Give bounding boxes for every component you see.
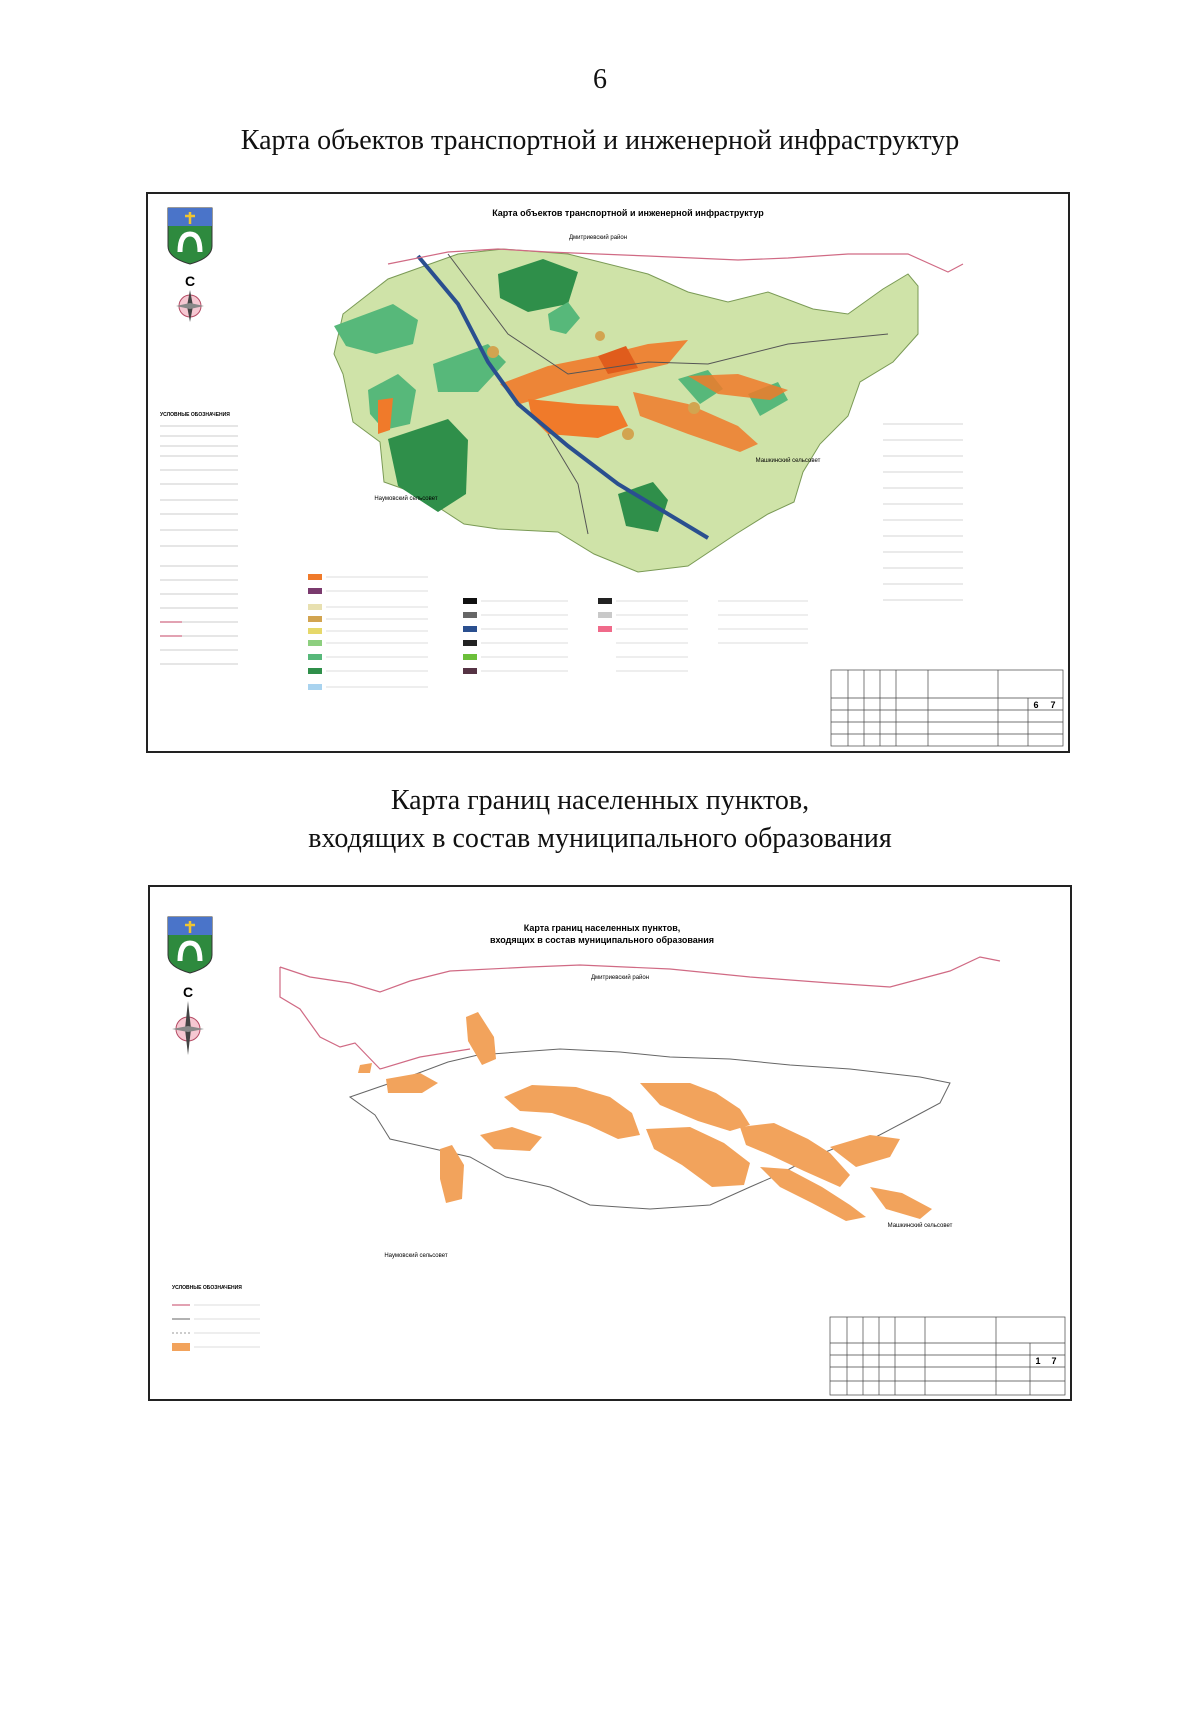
- settlement-area: [386, 1073, 438, 1093]
- title-block: [831, 670, 1063, 746]
- region-label-north: Дмитриевский район: [590, 975, 650, 981]
- page-number: 6: [593, 64, 607, 95]
- border-line: [280, 957, 1000, 1069]
- map-title-line: входящих в состав муниципального образования: [489, 935, 715, 945]
- sheet-total: 7: [1051, 1356, 1057, 1366]
- legend-right: [883, 424, 963, 600]
- settlement-area: [440, 1145, 464, 1203]
- sheet-total: 7: [1050, 700, 1056, 710]
- map-settlement-boundaries[interactable]: [148, 885, 1072, 1401]
- compass-rose-icon: [176, 290, 204, 322]
- legend-left: [172, 1285, 260, 1351]
- coat-of-arms-icon: [168, 917, 212, 973]
- settlement-area: [830, 1135, 900, 1167]
- compass-rose-icon: [172, 1001, 204, 1055]
- north-label: С: [182, 984, 194, 1000]
- section-heading-boundaries: [0, 782, 1200, 858]
- legend-title: УСЛОВНЫЕ ОБОЗНАЧЕНИЯ: [172, 1285, 242, 1291]
- section-heading-infrastructure: [0, 122, 1200, 160]
- settlement-area: [480, 1127, 542, 1151]
- region-label-north: Дмитриевский район: [568, 235, 628, 241]
- settlement-area: [504, 1085, 640, 1139]
- region-label-southwest: Наумовский сельсовет: [374, 496, 438, 502]
- map-title: Карта объектов транспортной и инженерной инфраструктур: [492, 208, 764, 218]
- legend-center: [308, 574, 808, 690]
- settlement-area: [358, 1063, 372, 1073]
- sheet-number: 6: [1033, 700, 1039, 710]
- region-label-southwest: Наумовский сельсовет: [384, 1253, 448, 1259]
- sheet-number: 1: [1035, 1356, 1041, 1366]
- settlement-area: [640, 1083, 750, 1131]
- settlement-area: [870, 1187, 932, 1219]
- north-label: С: [184, 273, 196, 289]
- legend-left: [160, 412, 238, 664]
- heading-line: Карта границ населенных пунктов,: [390, 785, 810, 816]
- map-title-line: Карта границ населенных пунктов,: [523, 923, 681, 933]
- legend-title: УСЛОВНЫЕ ОБОЗНАЧЕНИЯ: [160, 412, 230, 418]
- settlement-area: [760, 1167, 866, 1221]
- coat-of-arms-icon: [168, 208, 212, 264]
- settlement-area: [646, 1127, 750, 1187]
- region-label-east: Машкинский сельсовет: [887, 1223, 953, 1229]
- map-infrastructure[interactable]: [146, 192, 1070, 753]
- heading-line: входящих в состав муниципального образования: [308, 823, 892, 854]
- title-block: [830, 1317, 1065, 1395]
- region-label-east: Машкинский сельсовет: [755, 458, 821, 464]
- heading-line: Карта объектов транспортной и инженерной инфраструктур: [240, 125, 960, 156]
